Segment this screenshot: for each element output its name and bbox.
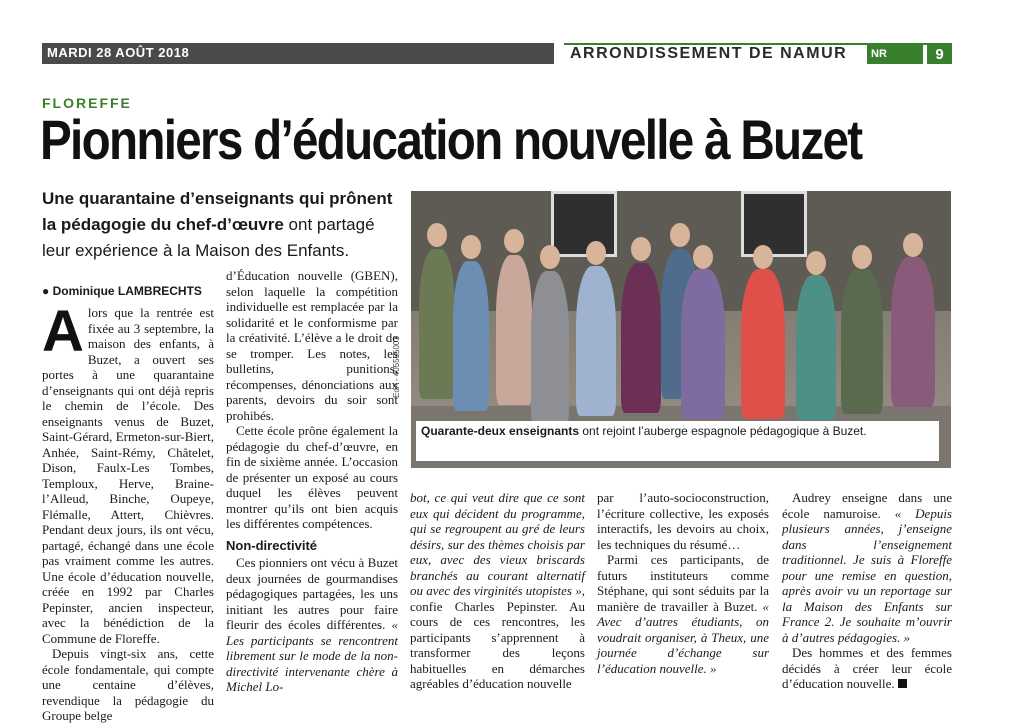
caption-bold: Quarante-deux enseignants <box>421 424 580 438</box>
col4-quote: « Avec d’autres étudiants, on voudrait organiser, à Theux, une journée d’échange sur l’éducation nouvelle. » <box>597 598 769 676</box>
section-bar <box>564 43 952 64</box>
photo-head <box>427 223 447 247</box>
photo-person <box>741 269 785 419</box>
col2-paragraph-1: d’Éducation nouvelle (GBEN), selon laquelle la compétition individuelle est remplacée par la solidarité et le conformisme par la créativité. L’élève a le droit de se tromper. Les notes, les bulletins, punitions, récompenses, dénonciations aux parents, devoirs du soir sont prohibés. <box>226 268 398 423</box>
photo-window <box>551 191 617 257</box>
date-bar <box>42 43 554 64</box>
col4-paragraph-2-text: Parmi ces participants, de futurs instituteurs comme Stéphane, qui sont séduits par la manière de travailler à Buzet. <box>597 552 769 614</box>
col5-paragraph-1-text: Audrey enseigne dans une école namuroise. <box>782 490 952 521</box>
photo-head <box>540 245 560 269</box>
headline: Pionniers d’éducation nouvelle à Buzet <box>40 108 862 171</box>
col4-paragraph-1: par l’auto-socioconstruction, l’écriture collective, les exposés interactifs, les devoirs au choix, les techniques du résumé… <box>597 490 769 552</box>
photo-credit: EdA - 405555003 <box>392 336 401 398</box>
end-mark-icon <box>898 679 907 688</box>
col3-quote: bot, ce qui veut dire que ce sont eux qui décident du programme, qui se regroupent au gré de leurs désirs, sur des thèmes choisis par eux, avec des vieux briscards branchés au courant alternatif ou avec des virginités utopistes » <box>410 490 585 598</box>
col4-paragraph-2 <box>597 552 769 676</box>
col1-paragraph-1: lors que la rentrée est fixée au 3 septembre, la maison des enfants, à Buzet, a ouvert ses portes à une quarantaine d’enseignants qui ont déjà repris le chemin de l’école. Des enseignants venus de Buzet, Saint-Gérard, Ermeton-sur-Biert, Anhée, Saint-Rémy, Châtelet, Dison, Faulx-Les Tombes, Temploux, Herve, Braine-l’Alleud, Binche, Oupeye, Flémalle, Attert, Chièvres. Pendant deux jours, ils ont vécu, partagé, échangé dans une école pas vraiment comme les autres. Une école d’éducation nouvelle, créée en 1992 par Charles Pepinster, ancien inspecteur, avec la bénédiction de la Commune de Floreffe. <box>42 305 214 646</box>
column-3 <box>410 490 585 692</box>
photo-person <box>841 269 883 414</box>
photo-person <box>419 249 455 399</box>
photo-head <box>806 251 826 275</box>
subhead: Non-directivité <box>226 537 318 553</box>
photo-person <box>891 257 935 407</box>
photo-head <box>903 233 923 257</box>
lead-bold: Une quarantaine d’enseignants qui prônent la pédagogie du chef-d’œuvre <box>42 189 393 234</box>
col5-paragraph-1 <box>782 490 952 645</box>
page-number: 9 <box>927 45 952 64</box>
photo-head <box>670 223 690 247</box>
photo-head <box>753 245 773 269</box>
column-1 <box>42 299 214 724</box>
col2-paragraph-2: Cette école prône également la pédagogie du chef-d’œuvre, en fin de sixième année. L’occasion de présenter un exposé au cours duquel les élèves peuvent montrer qu’ils ont bien acquis les différentes compétences. <box>226 423 398 531</box>
paper-badge: NR <box>867 45 923 64</box>
photo-person <box>681 269 725 419</box>
col2-quote: « Les participants se rencontrent librement sur le mode de la non-directivité intervenante chère à Michel Lo- <box>226 617 398 694</box>
photo-head <box>461 235 481 259</box>
rubric: FLOREFFE <box>42 95 132 111</box>
photo-person <box>796 275 836 420</box>
column-5 <box>782 490 952 692</box>
drop-cap: A <box>42 299 84 364</box>
photo-person <box>496 255 532 405</box>
col1-paragraph-2: Depuis vingt-six ans, cette école fondamentale, qui compte une centaine d’élèves, revendique la pédagogie du Groupe belge <box>42 646 214 723</box>
col5-quote: « Depuis plusieurs années, j’enseigne dans l’enseignement traditionnel. Je suis à Floreffe pour une remise en question, après avoir vu un reportage sur la Maison des Enfants sur France 2. Je souhaite m’ouvrir à d’autres pédagogies. » <box>782 505 952 645</box>
photo-window <box>741 191 807 257</box>
photo-head <box>586 241 606 265</box>
column-4 <box>597 490 769 676</box>
col3-paragraph-1 <box>410 490 585 692</box>
photo-head <box>852 245 872 269</box>
photo-head <box>693 245 713 269</box>
col3-paragraph-1-text: , confie Charles Pepinster. Au cours de ces rencontres, les participants s’apprennent à transformer des leçons habituelles en démarches agréables d’éducation nouvelle <box>410 583 585 691</box>
photo-person <box>621 263 661 413</box>
photo-head <box>631 237 651 261</box>
col5-paragraph-2 <box>782 645 952 692</box>
lead-rest: ont partagé leur expérience à la Maison des Enfants. <box>42 215 375 260</box>
col2-paragraph-3 <box>226 555 398 695</box>
lead <box>42 186 400 264</box>
photo-caption <box>416 421 939 461</box>
photo-person <box>453 261 489 411</box>
column-2 <box>226 268 398 695</box>
col2-paragraph-3-text: Ces pionniers ont vécu à Buzet deux journées de gourmandises pédagogiques partagées, les uns initiant les autres pour faire fleurir des écoles différentes. <box>226 555 398 632</box>
photo-person <box>531 271 569 426</box>
photo-head <box>504 229 524 253</box>
photo-person <box>576 266 616 416</box>
col5-paragraph-2-text: Des hommes et des femmes décidés à créer leur école d’éducation nouvelle. <box>782 645 952 691</box>
caption-rest: ont rejoint l’auberge espagnole pédagogique à Buzet. <box>579 424 867 438</box>
issue-date: MARDI 28 AOÛT 2018 <box>47 45 190 60</box>
section-title: ARRONDISSEMENT DE NAMUR <box>570 45 848 62</box>
byline: ● Dominique LAMBRECHTS <box>42 284 202 298</box>
